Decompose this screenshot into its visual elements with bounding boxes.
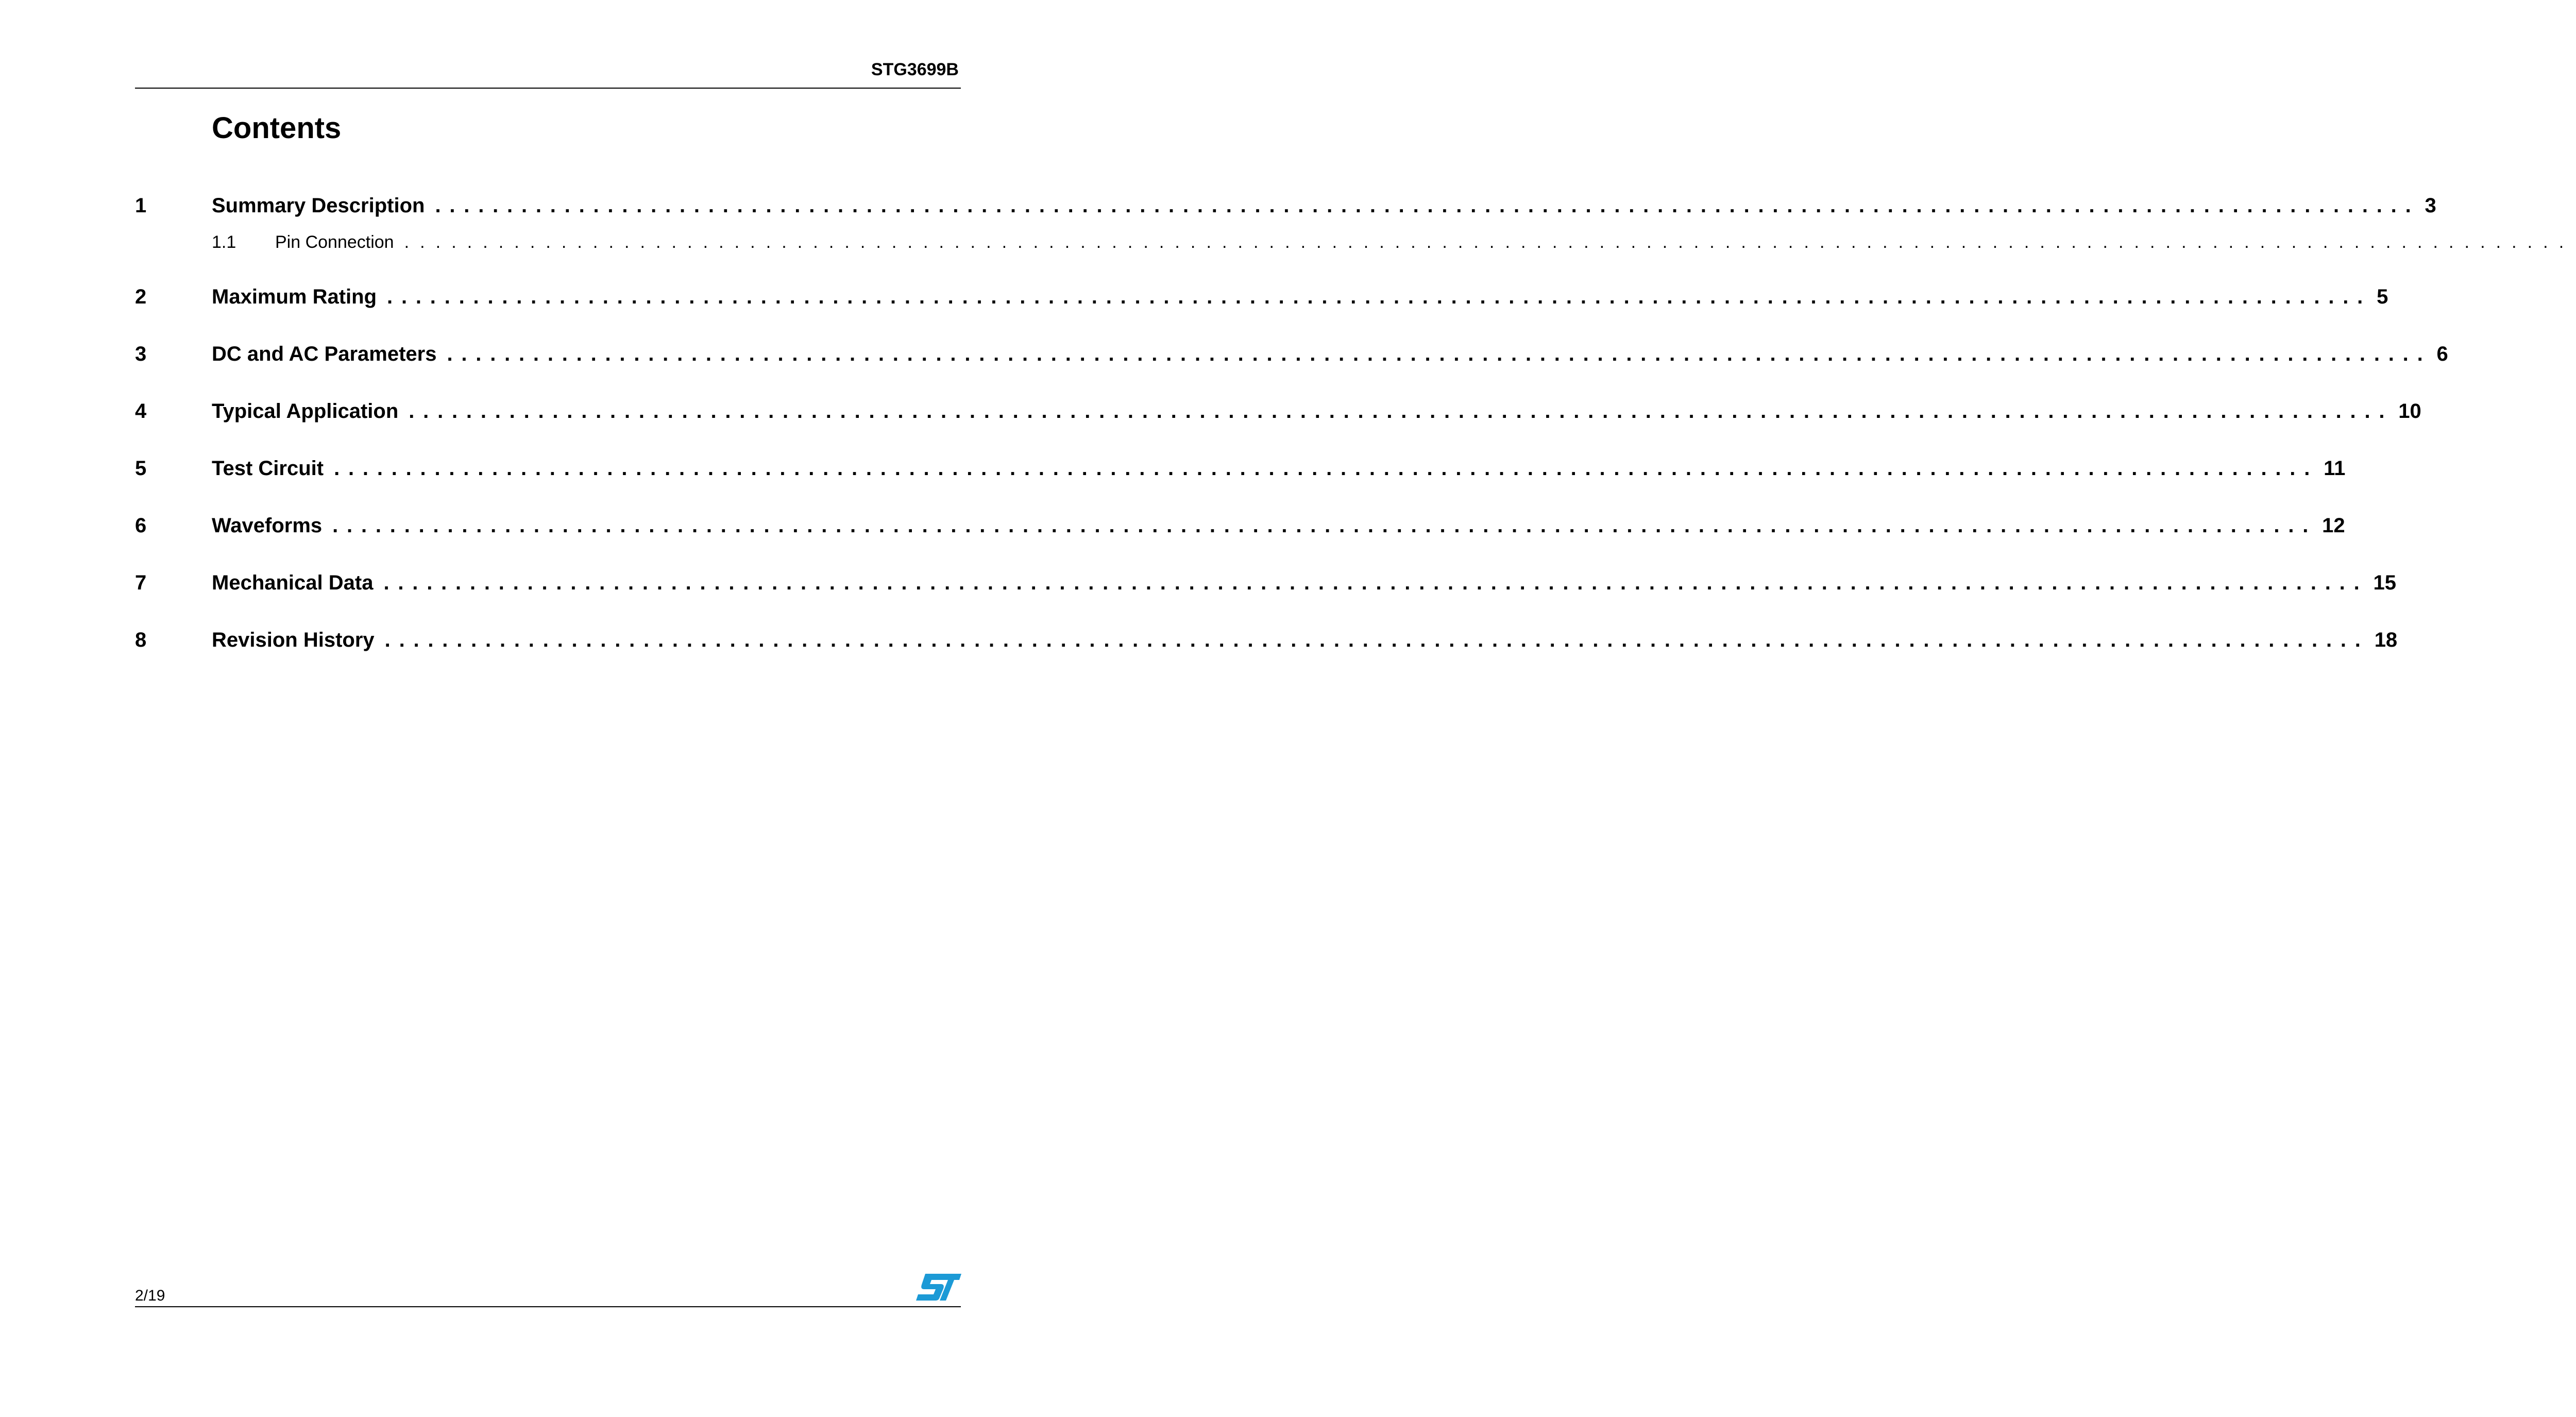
toc-leader-dots: .......................................................................................................................................... [435, 194, 2420, 217]
toc-entry-number: 1.1 [212, 232, 236, 252]
toc-entry-8[interactable] [135, 629, 2398, 652]
toc-entry-title: Summary Description [212, 194, 425, 217]
toc-entry-4[interactable] [135, 400, 2421, 423]
toc-leader-dots: .......................................................................................................................................... [334, 457, 2319, 480]
toc-entry-page: 6 [2436, 343, 2448, 365]
toc-leader-dots: .......................................................................................................................................... [332, 514, 2317, 537]
toc-entry-page: 11 [2324, 457, 2346, 480]
footer-rule [135, 1306, 961, 1307]
toc-entry-page: 10 [2398, 400, 2421, 423]
toc-entry-number: 5 [135, 457, 147, 480]
toc-leader-dots: .......................................................................................................................................... [409, 400, 2394, 423]
toc-entry-5[interactable] [135, 457, 2346, 480]
toc-entry-title: Mechanical Data [212, 571, 374, 594]
toc-entry-page: 12 [2322, 514, 2345, 537]
toc-entry-2[interactable] [135, 285, 2388, 309]
toc-entry-page: 18 [2374, 629, 2398, 651]
toc-entry-title: Maximum Rating [212, 285, 377, 308]
toc-entry-3[interactable] [135, 343, 2448, 366]
toc-entry-number: 2 [135, 285, 147, 308]
toc-entry-page: 15 [2373, 571, 2396, 594]
toc-entry-1[interactable] [135, 194, 2436, 217]
toc-entry-title: Revision History [212, 629, 375, 651]
toc-entry-7[interactable] [135, 571, 2396, 595]
toc-leader-dots: .......................................................................................................................................... [387, 285, 2372, 308]
toc-entry-page: 5 [2377, 285, 2388, 308]
toc-leader-dots: .......................................................................................................................................... [383, 571, 2368, 594]
toc-entry-title: Typical Application [212, 400, 399, 423]
st-logo-icon [916, 1272, 961, 1302]
toc-entry-6[interactable] [135, 514, 2345, 537]
toc-entry-number: 8 [135, 629, 147, 651]
toc-entry-number: 6 [135, 514, 147, 537]
toc-entry-title: Test Circuit [212, 457, 324, 480]
toc-entry-page: 3 [2425, 194, 2436, 217]
toc-entry-number: 4 [135, 400, 147, 423]
contents-heading: Contents [212, 111, 342, 145]
toc-entry-title: DC and AC Parameters [212, 343, 437, 365]
toc-entry-title: Pin Connection [275, 232, 394, 252]
toc-leader-dots: .......................................................................................................................................... [447, 343, 2432, 365]
toc-entry-number: 7 [135, 571, 147, 594]
toc-entry-number: 3 [135, 343, 147, 365]
toc-leader-dots: .......................................................................................................................................... [404, 232, 2575, 252]
toc-entry-title: Waveforms [212, 514, 323, 537]
document-title: STG3699B [871, 60, 959, 79]
toc-entry-1-1[interactable] [135, 232, 2575, 252]
header-rule [135, 88, 961, 89]
toc-leader-dots: .......................................................................................................................................... [384, 629, 2369, 651]
page-number: 2/19 [135, 1287, 165, 1304]
toc-entry-number: 1 [135, 194, 147, 217]
